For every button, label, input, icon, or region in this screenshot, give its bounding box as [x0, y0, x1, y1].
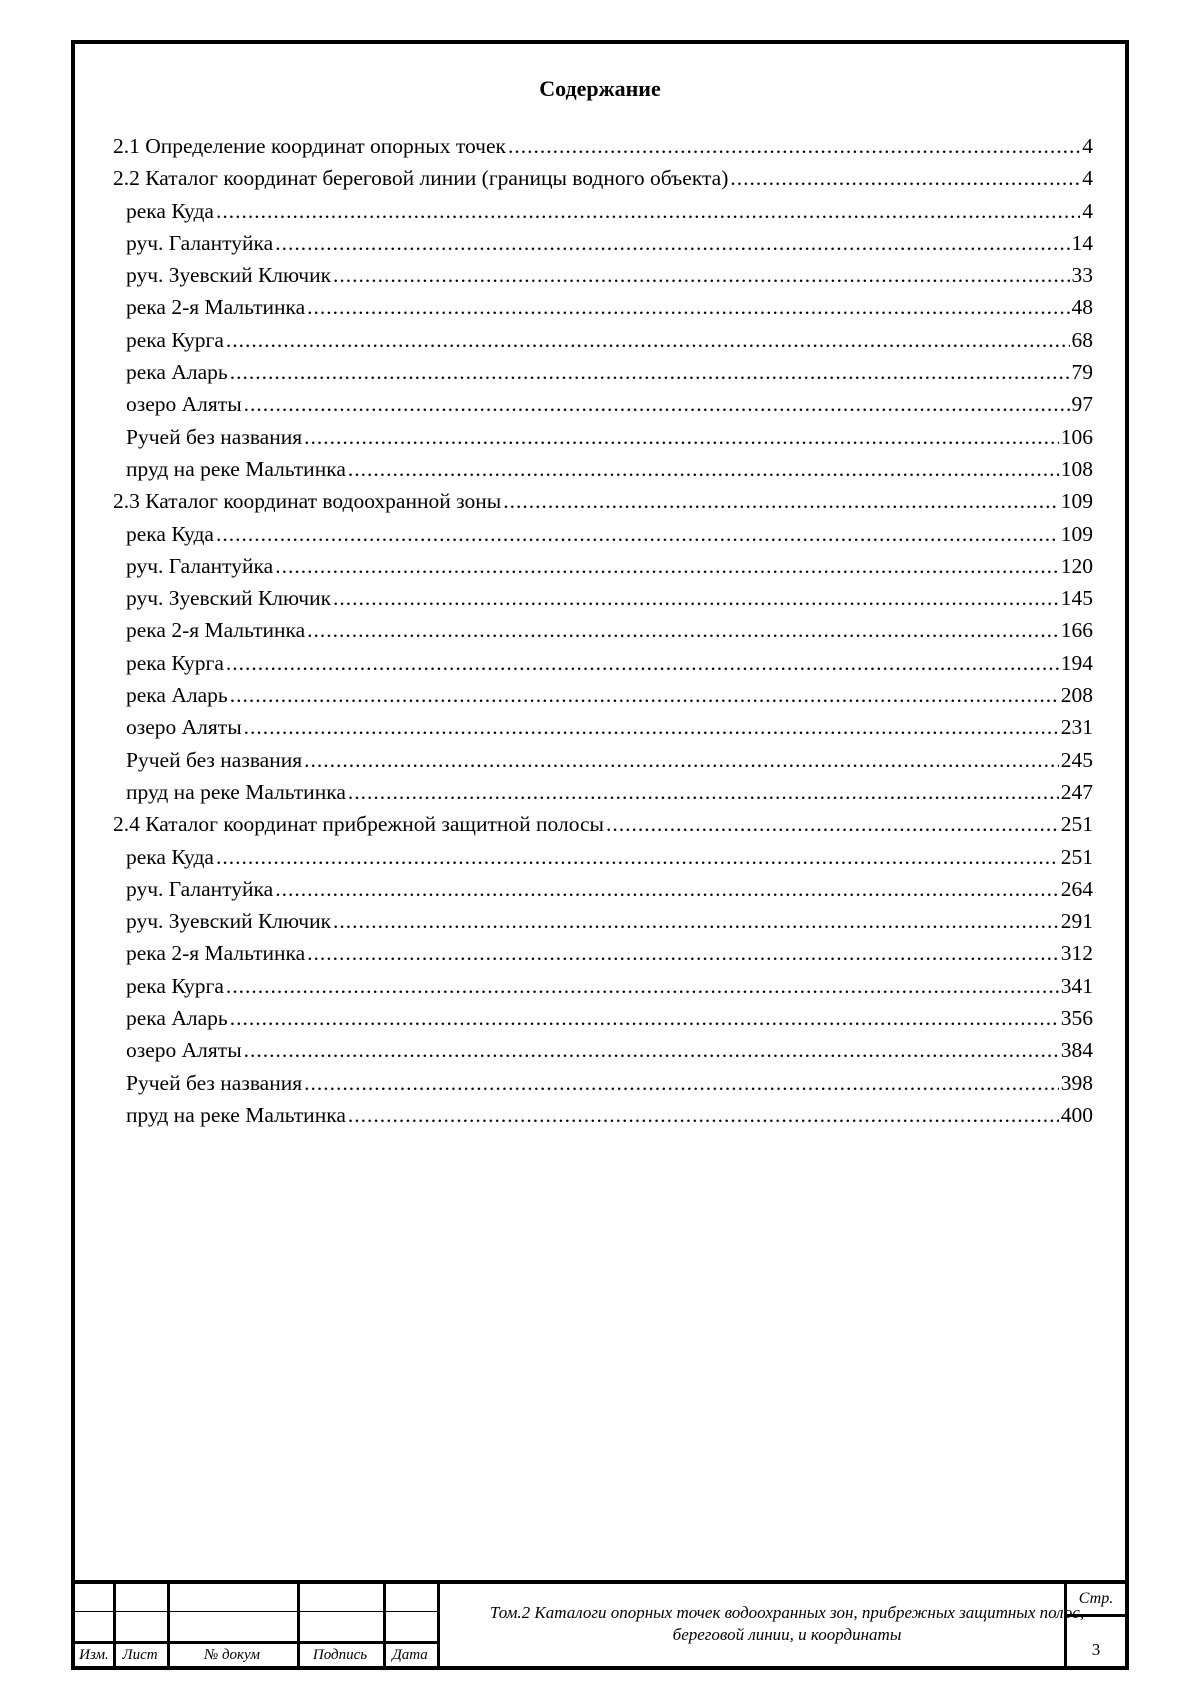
toc-entry-label: руч. Галантуйка	[126, 230, 274, 255]
toc-entry-label: река Курга	[126, 650, 224, 675]
stamp-signature-label: Подпись	[312, 1647, 368, 1663]
toc-dot-leader	[503, 485, 1059, 517]
toc-entry-label: руч. Галантуйка	[126, 553, 274, 578]
toc-entry-page: 251	[1060, 844, 1093, 869]
toc-entry-page: 48	[1071, 295, 1093, 320]
toc-entry-label: река 2-я Мальтинка	[126, 618, 306, 643]
page-number: 3	[1091, 1640, 1101, 1659]
toc-dot-leader	[244, 388, 1070, 420]
toc-entry-label: река 2-я Мальтинка	[126, 295, 306, 320]
toc-entry-page: 106	[1060, 424, 1093, 449]
toc-dot-leader	[606, 808, 1059, 840]
toc-entry-label: озеро Аляты	[126, 392, 242, 417]
stamp-date-label: Дата	[392, 1647, 428, 1663]
toc-entry-page: 4	[1082, 134, 1093, 158]
toc-entry-page: 356	[1060, 1006, 1093, 1031]
toc-entry[interactable]	[113, 356, 1093, 388]
toc-entry-page: 398	[1060, 1070, 1093, 1095]
toc-entry-page: 109	[1060, 489, 1093, 514]
toc-dot-leader	[226, 647, 1059, 679]
stamp-docnum-label: № докум	[204, 1647, 260, 1663]
toc-entry-page: 291	[1060, 909, 1093, 934]
toc-entry[interactable]	[113, 582, 1093, 614]
toc-entry[interactable]	[113, 744, 1093, 776]
toc-entry[interactable]	[113, 291, 1093, 323]
toc-entry[interactable]	[113, 711, 1093, 743]
toc-entry-page: 194	[1060, 650, 1093, 675]
toc-entry[interactable]	[113, 324, 1093, 356]
toc-dot-leader	[216, 518, 1059, 550]
toc-entry-page: 247	[1060, 779, 1093, 804]
toc-dot-leader	[226, 324, 1070, 356]
toc-entry[interactable]	[113, 195, 1093, 227]
toc-entry-page: 251	[1060, 812, 1093, 837]
toc-entry-page: 97	[1071, 392, 1093, 417]
toc-entry-label: Ручей без названия	[126, 747, 303, 772]
toc-entry-page: 4	[1082, 166, 1093, 191]
toc-entry-label: 2.2 Каталог координат береговой линии (границы водного объекта)	[113, 166, 729, 191]
toc-entry[interactable]	[113, 873, 1093, 905]
toc-dot-leader	[244, 1034, 1059, 1066]
toc-entry[interactable]	[113, 1002, 1093, 1034]
toc-entry-page: 166	[1060, 618, 1093, 643]
toc-entry-label: пруд на реке Мальтинка	[126, 456, 346, 481]
toc-entry-label: река Курга	[126, 973, 224, 998]
toc-entry-page: 68	[1071, 327, 1093, 352]
toc-dot-leader	[304, 1067, 1059, 1099]
toc-entry-page: 384	[1060, 1038, 1093, 1063]
toc-entry-page: 264	[1060, 876, 1093, 901]
toc-entry-label: река Аларь	[126, 1006, 228, 1031]
toc-entry[interactable]	[113, 808, 1093, 840]
toc-entry[interactable]	[113, 453, 1093, 485]
toc-dot-leader	[730, 162, 1080, 194]
toc-entry[interactable]	[113, 679, 1093, 711]
toc-dot-leader	[348, 1099, 1059, 1131]
toc-entry[interactable]	[113, 1034, 1093, 1066]
toc-entry-label: река Аларь	[126, 360, 228, 385]
toc-dot-leader	[348, 453, 1059, 485]
toc-entry[interactable]	[113, 647, 1093, 679]
toc-dot-leader	[275, 550, 1059, 582]
toc-entry[interactable]	[113, 614, 1093, 646]
toc-entry-page: 109	[1060, 521, 1093, 546]
toc-dot-leader	[333, 259, 1069, 291]
toc-dot-leader	[230, 679, 1059, 711]
toc-entry-label: озеро Аляты	[126, 715, 242, 740]
toc-entry-label: руч. Галантуйка	[126, 876, 274, 901]
toc-entry-page: 400	[1060, 1102, 1093, 1127]
toc-entry[interactable]	[113, 905, 1093, 937]
toc-entry-label: Ручей без названия	[126, 1070, 303, 1095]
toc-entry[interactable]	[113, 421, 1093, 453]
toc-dot-leader	[307, 291, 1069, 323]
toc-entry[interactable]	[113, 130, 1093, 162]
toc-entry-label: руч. Зуевский Ключик	[126, 263, 332, 288]
toc-entry[interactable]	[113, 162, 1093, 194]
page-label: Стр.	[1078, 1590, 1114, 1607]
toc-entry-page: 208	[1060, 683, 1093, 708]
toc-entry-label: река 2-я Мальтинка	[126, 941, 306, 966]
toc-entry[interactable]	[113, 1099, 1093, 1131]
toc-entry-label: река Курга	[126, 327, 224, 352]
toc-entry-page: 33	[1071, 263, 1093, 288]
table-of-contents	[113, 130, 1093, 1131]
toc-dot-leader	[508, 130, 1080, 162]
toc-entry-page: 341	[1060, 973, 1093, 998]
toc-dot-leader	[275, 873, 1059, 905]
stamp-list-label: Лист	[122, 1647, 158, 1663]
toc-dot-leader	[275, 227, 1069, 259]
toc-entry-label: пруд на реке Мальтинка	[126, 779, 346, 804]
toc-entry-page: 120	[1060, 553, 1093, 578]
stamp-izm-label: Изм.	[79, 1647, 109, 1663]
toc-entry[interactable]	[113, 227, 1093, 259]
toc-entry-label: река Куда	[126, 844, 214, 869]
toc-dot-leader	[333, 582, 1059, 614]
toc-dot-leader	[307, 614, 1059, 646]
toc-dot-leader	[333, 905, 1059, 937]
toc-entry[interactable]	[113, 388, 1093, 420]
title-block	[75, 1580, 1125, 1666]
toc-entry-label: пруд на реке Мальтинка	[126, 1102, 346, 1127]
toc-dot-leader	[244, 711, 1059, 743]
page-frame	[71, 40, 1129, 1670]
toc-entry-label: 2.1 Определение координат опорных точек	[113, 134, 506, 158]
toc-dot-leader	[216, 195, 1080, 227]
toc-entry-page: 312	[1060, 941, 1093, 966]
toc-dot-leader	[230, 1002, 1059, 1034]
toc-dot-leader	[226, 970, 1059, 1002]
toc-entry-label: река Куда	[126, 198, 214, 223]
toc-entry-label: руч. Зуевский Ключик	[126, 909, 332, 934]
toc-dot-leader	[216, 841, 1059, 873]
toc-dot-leader	[304, 744, 1059, 776]
toc-entry-label: 2.3 Каталог координат водоохранной зоны	[113, 489, 502, 514]
toc-entry[interactable]	[113, 937, 1093, 969]
document-title: Том.2 Каталоги опорных точек водоохранных зон, прибрежных защитных полос, береговой линии, и координаты	[489, 1603, 1085, 1644]
toc-entry[interactable]	[113, 970, 1093, 1002]
toc-entry-label: река Аларь	[126, 683, 228, 708]
toc-entry[interactable]	[113, 1067, 1093, 1099]
toc-dot-leader	[307, 937, 1059, 969]
toc-entry-page: 145	[1060, 586, 1093, 611]
toc-entry[interactable]	[113, 518, 1093, 550]
toc-entry-label: река Куда	[126, 521, 214, 546]
toc-entry-page: 14	[1071, 230, 1093, 255]
toc-entry[interactable]	[113, 841, 1093, 873]
toc-entry-label: Ручей без названия	[126, 424, 303, 449]
toc-entry-page: 231	[1060, 715, 1093, 740]
toc-entry-label: озеро Аляты	[126, 1038, 242, 1063]
toc-entry[interactable]	[113, 550, 1093, 582]
toc-entry[interactable]	[113, 259, 1093, 291]
page-title: Содержание	[539, 76, 661, 101]
toc-entry[interactable]	[113, 776, 1093, 808]
toc-entry-page: 4	[1082, 198, 1093, 223]
toc-dot-leader	[304, 421, 1059, 453]
toc-entry-page: 79	[1071, 360, 1093, 385]
toc-dot-leader	[348, 776, 1059, 808]
toc-entry-label: 2.4 Каталог координат прибрежной защитной полосы	[113, 812, 604, 837]
toc-entry[interactable]	[113, 485, 1093, 517]
toc-entry-label: руч. Зуевский Ключик	[126, 586, 332, 611]
toc-entry-page: 108	[1060, 456, 1093, 481]
toc-entry-page: 245	[1060, 747, 1093, 772]
toc-dot-leader	[230, 356, 1070, 388]
